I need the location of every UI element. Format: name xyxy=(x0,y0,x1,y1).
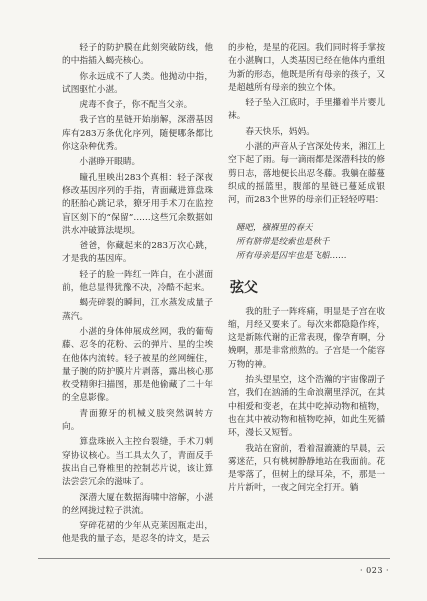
page-number: · 023 · xyxy=(360,566,389,575)
section-title: 弦父 xyxy=(230,279,258,296)
body-paragraph: 春天快乐，妈妈。 xyxy=(245,126,315,137)
body-paragraph: 我的肚子一阵疼痛，明显是子宫在收缩，月经又要来了。每次来都隐隐作疼，这是新陈代谢的正常表现，像孕育啊，分娩啊，那是非常煎熬的。子宫是一个能容万物的神。 xyxy=(228,306,385,370)
footer-rule xyxy=(38,558,390,559)
body-paragraph: 爸爸，你藏起来的283万次心跳，才是我的基因库。 xyxy=(62,241,213,265)
body-paragraph: 抬头望星空，这个浩瀚的宇宙像副子宫，我们在汹涌的生命浪潮里浮沉，在其中相爱和变老，在其中吃掉动物和植物，也在其中被动物和植物吃掉，如此生死循环，漫长又短暂。 xyxy=(228,375,385,439)
poem-line: 睡吧，襁褓里的春天 xyxy=(236,222,313,233)
body-paragraph: 瞳孔里映出283个真相：轻子深夜修改基因序列的手指，青面藏进算盘珠的胚胎心跳记录，獠牙用手术刀在监控盲区刻下的“保留”……这些冗余数据如洪水冲破算法堤坝。 xyxy=(62,172,213,236)
body-paragraph: 轻子坠入江底时，手里攥着半片婴儿袜。 xyxy=(228,98,385,122)
body-paragraph: 你永远成不了人类。他抛动中指，试图驱忙小湛。 xyxy=(62,71,213,95)
right-column xyxy=(228,42,385,498)
body-paragraph: 我站在窗前，看着湿漉漉的早晨，云雾迷茫，只有桃树静静地站在我面前。花是零落了，但树上的绿耳朵，不，那是一片片新叶，一夜之间完全打开。躺 xyxy=(228,443,385,494)
body-paragraph: 深潜大厦在数据海啸中溶解，小湛的丝网拢过粒子洪流。 xyxy=(62,492,213,516)
body-paragraph: 轻子的防护膜在此刻突破防线，他的中指插入蝎壳核心。 xyxy=(62,43,213,67)
poem-line: 所有脐带是绞索也是秋千 xyxy=(236,236,330,247)
body-paragraph: 穿碎花裙的少年从克莱因瓶走出，他是我的量子态，是忍冬的诗文，是云 xyxy=(62,521,213,545)
body-paragraph: 我子宫的星链开始崩解，深潜基因库有283万条优化序列，随便哪条都比你这杂种优秀。 xyxy=(62,115,213,153)
body-paragraph: 算盘珠嵌入主控台裂缝，手术刀刺穿协议核心。当工具太久了，青面反手拔出自己脊椎里的控制芯片说，该让算法尝尝冗余的滋味了。 xyxy=(62,437,213,488)
body-paragraph: 小湛的身体伸展成丝网，我的葡萄藤、忍冬的花粉、云的弹片、星的尘埃在他体内流转。轻子被星的丝网缠住，量子腕的防护膜片片剥落，露出核心那枚受精卵扫描图，那是他偷藏了二十年的全息影像。 xyxy=(62,326,213,404)
poem-block xyxy=(228,221,385,263)
poem-line: 所有母亲是囚牢也是飞船…… xyxy=(236,250,347,261)
body-paragraph: 小湛睁开眼睛。 xyxy=(79,157,141,168)
body-paragraph: 青面獠牙的机械义肢突然调转方向。 xyxy=(62,408,213,433)
left-column xyxy=(62,42,213,549)
body-paragraph: 小湛的声音从子宫深处传来，湘江上空下起了雨。每一滴雨都是深潜科技的修剪日志，落地便长出忍冬藤。我躺在藤蔓织成的摇篮里，腹部的星链已蔓延成银河，而283个世界的母亲们正轻轻哼唱： xyxy=(228,142,385,206)
body-paragraph: 蝎壳碎裂的瞬间，江水蒸发成量子蒸汽。 xyxy=(62,298,213,322)
body-paragraph: 虎毒不食子，你不配当父亲。 xyxy=(79,100,193,111)
continued-paragraph: 的步枪，是星的花园。我们同时将手掌按在小湛胸口，人类基因已经在他体内重组为新的形态，他既是所有母亲的孩子，又是超越所有母亲的独立个体。 xyxy=(228,43,385,93)
body-paragraph: 轻子的脸一阵红一阵白，在小湛面前，他总显得犹豫不决，冷酷不起来。 xyxy=(62,269,213,294)
